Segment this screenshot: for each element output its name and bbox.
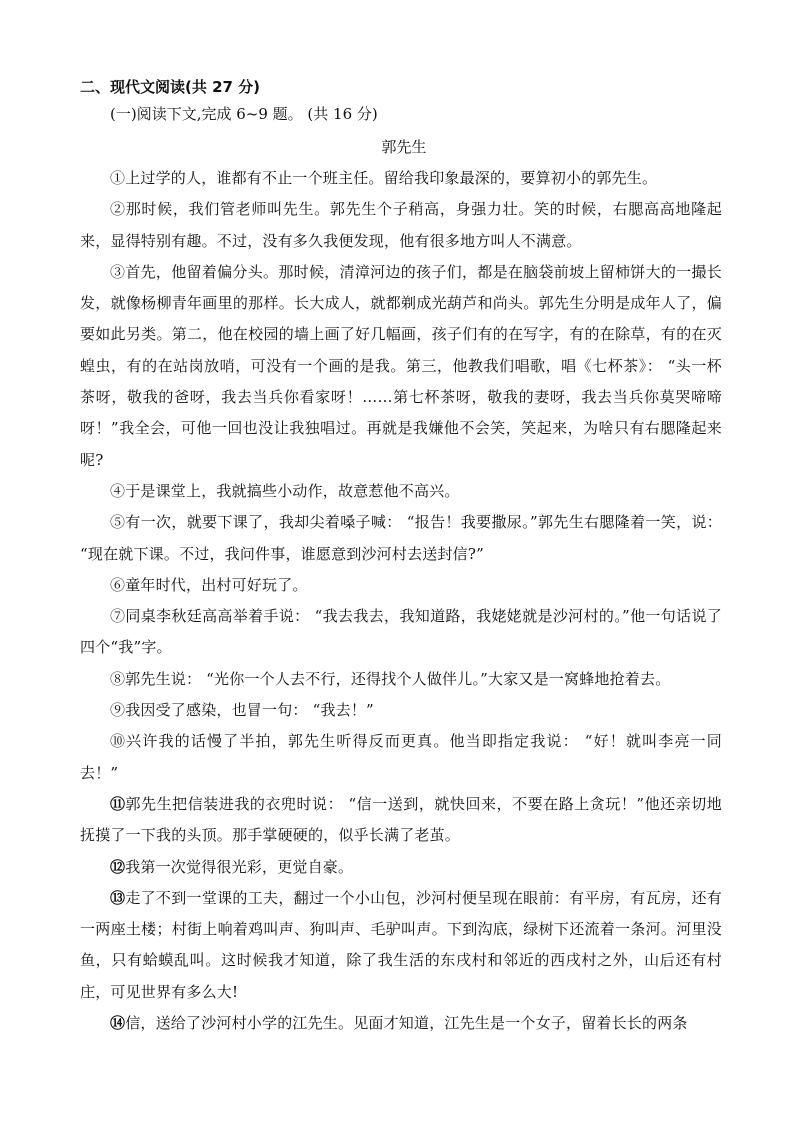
paragraph-3 (80, 257, 722, 476)
paragraph-number: ① (110, 169, 126, 187)
paragraph-text: 我因受了感染，也冒一句： “我去！” (125, 701, 374, 720)
paragraph-text: 上过学的人，谁都有不止一个班主任。留给我印象最深的，要算初小的郭先生。 (125, 169, 658, 187)
paragraph-7 (80, 601, 722, 664)
paragraph-text: 走了不到一堂课的工夫，翻过一个小山包，沙河村便呈现在眼前：有平房，有瓦房，还有一两座土楼；村街上响着鸡叫声、狗叫声、毛驴叫声。下到沟底，绿树下还流着一条河。河里没鱼，只有蛤蟆乱叫。这时候我才知道，除了我生活的东戌村和邻近的西戌村之外，山后还有村庄，可见世界有多么大! (80, 888, 722, 1001)
paragraph-5 (80, 507, 722, 570)
paragraph-number: ④ (110, 481, 126, 500)
paragraph-8 (80, 664, 722, 695)
paragraph-text: 有一次，就要下课了，我却尖着嗓子喊： “报告！我要撒尿。”郭先生右腮隆着一笑，说： “现在就下课。不过，我问件事，谁愿意到沙河村去送封信?” (80, 513, 723, 563)
paragraph-2 (80, 194, 722, 257)
paragraph-10 (80, 726, 722, 789)
paragraph-6 (80, 570, 722, 601)
paragraph-4 (80, 476, 722, 507)
paragraph-number: ⑧ (110, 669, 126, 688)
paragraph-number: ⑬ (110, 888, 126, 907)
paragraph-text: 童年时代，出村可好玩了。 (125, 575, 308, 594)
paragraph-9 (80, 695, 722, 726)
paragraph-1 (80, 163, 722, 194)
paragraph-number: ③ (110, 262, 126, 281)
paragraph-text: 我第一次觉得很光彩，更觉自豪。 (125, 857, 354, 876)
paragraph-number: ② (110, 200, 126, 219)
paragraph-11 (80, 789, 722, 852)
paragraph-14 (80, 1008, 722, 1039)
paragraph-text: 郭先生把信装进我的衣兜时说： “信一送到，就快回来，不要在路上贪玩！”他还亲切地抚摸了一下我的头顶。那手掌硬硬的，似乎长满了老茧。 (80, 794, 723, 845)
paragraph-number: ⑪ (110, 794, 126, 813)
paragraph-12 (80, 852, 722, 883)
paragraph-text: 首先，他留着偏分头。那时候，清漳河边的孩子们，都是在脑袋前坡上留柿饼大的一撮长发，就像杨柳青年画里的那样。长大成人，就都剃成光葫芦和尚头。郭先生分明是成年人了，偏要如此另类。第二，他在校园的墙上画了好几幅画，孩子们有的在写字，有的在除草，有的在灭蝗虫，有的在站岗放哨，可没有一个画的是我。第三，他教我们唱歌，唱《七杯茶》： “头一杯茶呀，敬我的爸呀，我去当兵你看家呀！……第七杯茶呀，敬我的妻呀，我去当兵你莫哭啼啼呀！”我全会，可他一回也没让我独唱过。再就是我嫌他不会笑，笑起来，为啥只有右腮隆起来呢? (80, 262, 722, 469)
paragraph-number: ⑭ (110, 1014, 126, 1033)
section-heading: 二、现代文阅读(共 27 分) (80, 78, 261, 96)
paragraph-text: 同桌李秋廷高高举着手说： “我去我去，我知道路，我姥姥就是沙河村的。”他一句话说了四个“我”字。 (80, 607, 723, 657)
paragraph-number: ⑫ (110, 857, 126, 876)
paragraph-text: 郭先生说： “光你一个人去不行，还得找个人做伴儿。”大家又是一窝蜂地抢着去。 (125, 669, 671, 688)
paragraph-number: ⑨ (110, 701, 126, 720)
paragraph-number: ⑤ (110, 513, 126, 532)
paragraph-number: ⑩ (110, 732, 127, 751)
article-title: 郭先生 (381, 138, 427, 156)
paragraph-number: ⑦ (110, 607, 126, 626)
reading-instruction: (一)阅读下文,完成 6~9 题。 (共 16 分) (110, 105, 378, 123)
paragraph-text: 那时候，我们管老师叫先生。郭先生个子稍高，身强力壮。笑的时候，右腮高高地隆起来，显得特别有趣。不过，没有多久我便发现，他有很多地方叫人不满意。 (80, 200, 723, 250)
paragraph-13 (80, 883, 722, 1008)
paragraph-text: 兴许我的话慢了半拍，郭先生听得反而更真。他当即指定我说： “好！就叫李亮一同去！” (80, 732, 722, 782)
paragraph-number: ⑥ (110, 575, 126, 594)
paragraph-text: 于是课堂上，我就搞些小动作，故意惹他不高兴。 (125, 481, 460, 500)
paragraph-text: 信，送给了沙河村小学的江先生。见面才知道，江先生是一个女子，留着长长的两条 (125, 1014, 688, 1033)
